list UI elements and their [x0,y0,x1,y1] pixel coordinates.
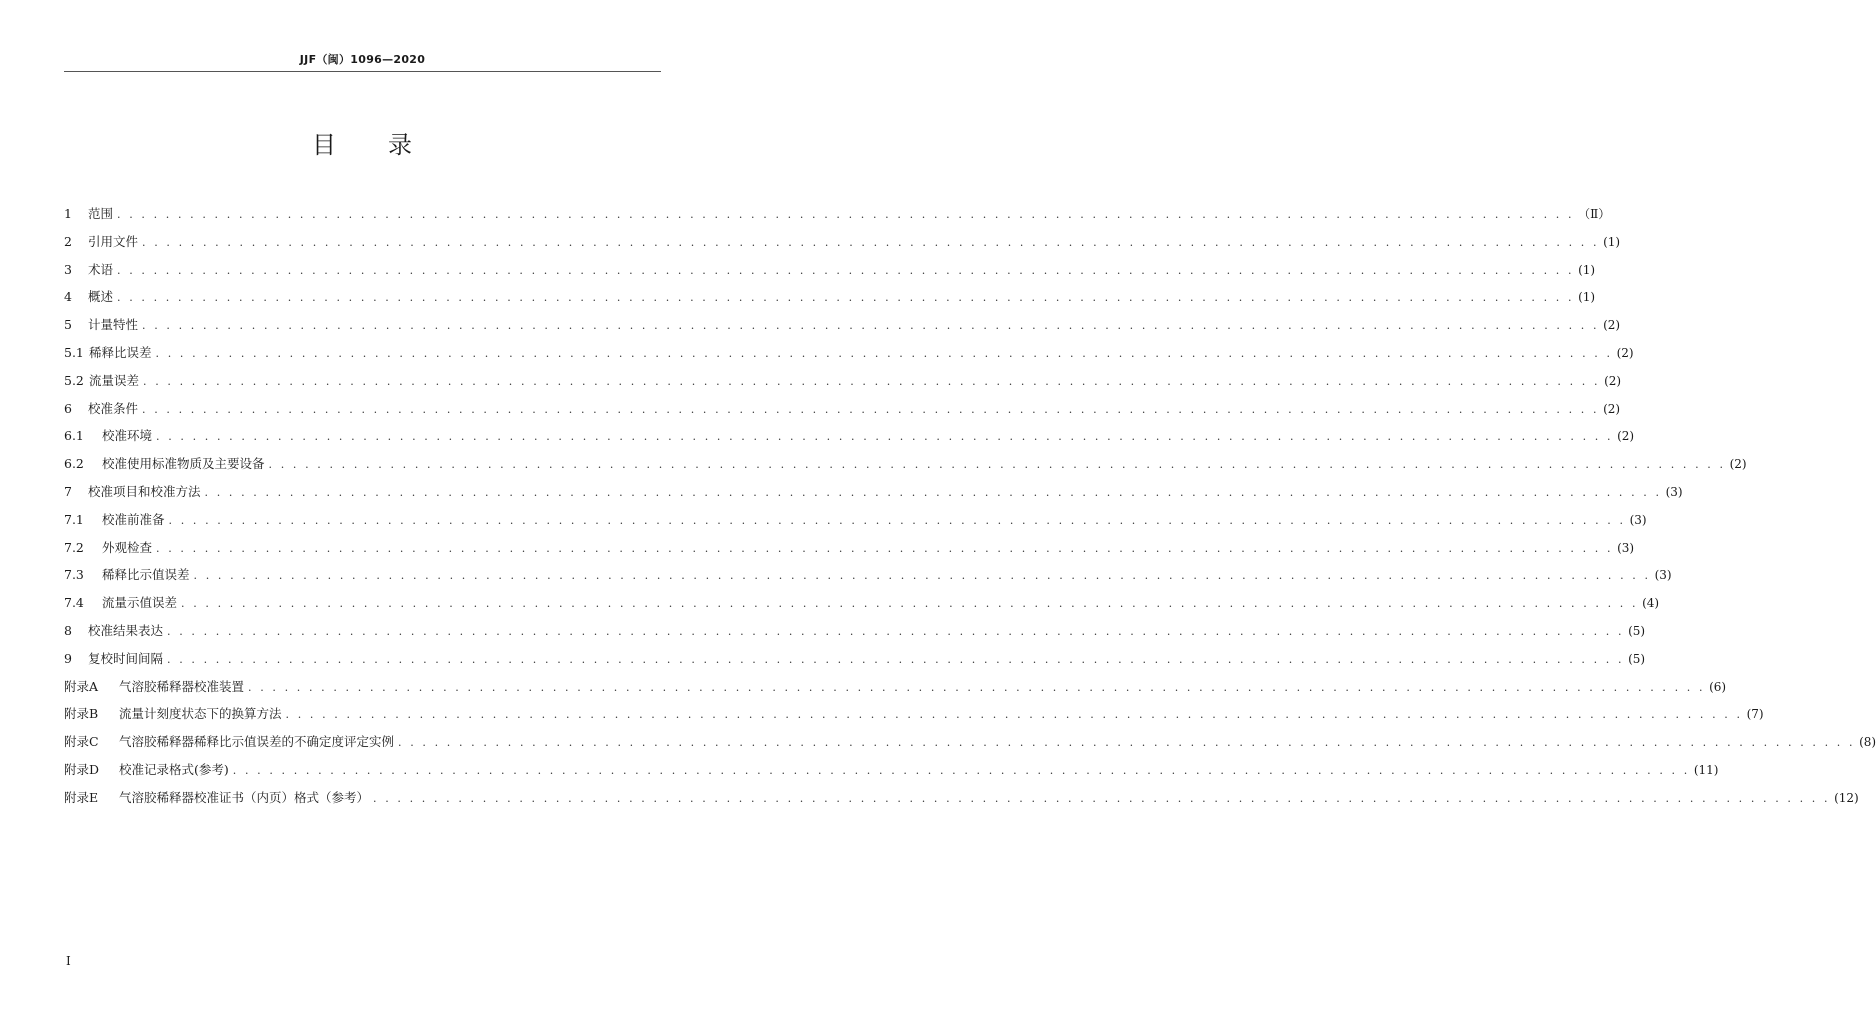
toc-dot-leader: . . . . . . . . . . . . . . . . . . . . . . . . . . . . . . . . . . . . . . . . . . . . . . . . . . . . . . . . . . . . . . . . . . . . . . . . . . . . . . . . . . . . . . . . . . . . . . . . . . . . . . . . . . . . . . . . . . . . . . . . [373,791,1831,805]
toc-entry-number: 2 [64,233,72,249]
toc-entry-page: (2) [1729,457,1747,472]
toc-entry-page: (3) [1654,568,1672,583]
toc-entry-page: (1) [1578,262,1596,277]
toc-entry[interactable] [64,645,1646,673]
toc-dot-leader: . . . . . . . . . . . . . . . . . . . . . . . . . . . . . . . . . . . . . . . . . . . . . . . . . . . . . . . . . . . . . . . . . . . . . . . . . . . . . . . . . . . . . . . . . . . . . . . . . . . . . . . . . . . . . . . . . . . . . . . . [142,235,1600,249]
toc-entry-title: 引用文件 [88,233,139,249]
toc-entry-number: 7.1 [64,511,84,527]
toc-entry-number: 6 [64,400,72,416]
toc-entry-page: (5) [1628,623,1646,638]
toc-entry[interactable] [64,395,1621,423]
toc-entry-number: 4 [64,289,72,305]
toc-dot-leader: . . . . . . . . . . . . . . . . . . . . . . . . . . . . . . . . . . . . . . . . . . . . . . . . . . . . . . . . . . . . . . . . . . . . . . . . . . . . . . . . . . . . . . . . . . . . . . . . . . . . . . . . . . . . . . . . . . . . . . . . [117,263,1575,277]
toc-entry-title: 术语 [88,261,114,277]
toc-entry-page: (2) [1603,318,1621,333]
toc-entry-number: 附录D [64,761,100,777]
toc-entry-number: 8 [64,622,72,638]
toc-dot-leader: . . . . . . . . . . . . . . . . . . . . . . . . . . . . . . . . . . . . . . . . . . . . . . . . . . . . . . . . . . . . . . . . . . . . . . . . . . . . . . . . . . . . . . . . . . . . . . . . . . . . . . . . . . . . . . . . . . . . . . . . [232,763,1690,777]
standard-code: JJF（闽）1096—2020 [299,53,426,66]
toc-entry-title: 校准结果表达 [88,622,164,638]
toc-entry-number: 5 [64,317,72,333]
toc-entry-title: 计量特性 [88,317,139,333]
toc-entry-number: 附录B [64,706,99,722]
page-header [64,50,661,72]
toc-entry-title: 校准项目和校准方法 [88,483,201,499]
toc-entry-page: (2) [1603,401,1621,416]
toc-entry-title: 气溶胶稀释器校准装置 [119,678,245,694]
toc-entry-page: (2) [1604,373,1622,388]
toc-dot-leader: . . . . . . . . . . . . . . . . . . . . . . . . . . . . . . . . . . . . . . . . . . . . . . . . . . . . . . . . . . . . . . . . . . . . . . . . . . . . . . . . . . . . . . . . . . . . . . . . . . . . . . . . . . . . . . . . . . . . . . . . [168,513,1626,527]
page-title [0,128,724,162]
toc-entry[interactable] [64,256,1596,284]
toc-dot-leader: . . . . . . . . . . . . . . . . . . . . . . . . . . . . . . . . . . . . . . . . . . . . . . . . . . . . . . . . . . . . . . . . . . . . . . . . . . . . . . . . . . . . . . . . . . . . . . . . . . . . . . . . . . . . . . . . . . . . . . . . [398,736,1856,750]
toc-entry-number: 9 [64,650,72,666]
toc-entry-title: 校准前准备 [102,511,165,527]
toc-entry[interactable] [64,228,1621,256]
toc-entry-page: (2) [1617,429,1635,444]
toc-entry-page: (5) [1628,651,1646,666]
toc-entry-title: 流量示值误差 [102,595,178,611]
toc-entry-title: 气溶胶稀释器稀释比示值误差的不确定度评定实例 [119,734,395,750]
title-char-2: 录 [388,131,412,159]
toc-entry-page: (3) [1629,512,1647,527]
toc-entry-title: 概述 [88,289,114,305]
toc-entry-title: 稀释比示值误差 [102,567,190,583]
toc-entry-number: 5.2 [64,372,84,388]
toc-dot-leader: . . . . . . . . . . . . . . . . . . . . . . . . . . . . . . . . . . . . . . . . . . . . . . . . . . . . . . . . . . . . . . . . . . . . . . . . . . . . . . . . . . . . . . . . . . . . . . . . . . . . . . . . . . . . . . . . . . . . . . . . [285,708,1743,722]
toc-dot-leader: . . . . . . . . . . . . . . . . . . . . . . . . . . . . . . . . . . . . . . . . . . . . . . . . . . . . . . . . . . . . . . . . . . . . . . . . . . . . . . . . . . . . . . . . . . . . . . . . . . . . . . . . . . . . . . . . . . . . . . . . [142,319,1600,333]
toc-entry-page: (6) [1709,679,1727,694]
toc-entry-number: 1 [64,206,72,221]
toc-entry[interactable] [64,367,1622,395]
toc-entry[interactable] [64,200,1611,228]
toc-entry-page: (8) [1859,735,1876,750]
toc-entry-number: 附录E [64,789,99,805]
toc-entry[interactable] [64,728,1876,756]
toc-entry[interactable] [64,311,1621,339]
toc-entry-number: 6.1 [64,428,84,444]
toc-entry[interactable] [64,784,1859,812]
toc-entry-number: 附录A [64,678,99,694]
toc-entry-title: 校准环境 [102,428,153,444]
toc-entry[interactable] [64,339,1634,367]
toc-dot-leader: . . . . . . . . . . . . . . . . . . . . . . . . . . . . . . . . . . . . . . . . . . . . . . . . . . . . . . . . . . . . . . . . . . . . . . . . . . . . . . . . . . . . . . . . . . . . . . . . . . . . . . . . . . . . . . . . . . . . . . . . [156,541,1614,555]
toc-dot-leader: . . . . . . . . . . . . . . . . . . . . . . . . . . . . . . . . . . . . . . . . . . . . . . . . . . . . . . . . . . . . . . . . . . . . . . . . . . . . . . . . . . . . . . . . . . . . . . . . . . . . . . . . . . . . . . . . . . . . . . . . [155,346,1613,360]
toc-entry-page: (7) [1746,707,1764,722]
toc-dot-leader: . . . . . . . . . . . . . . . . . . . . . . . . . . . . . . . . . . . . . . . . . . . . . . . . . . . . . . . . . . . . . . . . . . . . . . . . . . . . . . . . . . . . . . . . . . . . . . . . . . . . . . . . . . . . . . . . . . . . . . . . [268,458,1726,472]
toc-entry[interactable] [64,617,1646,645]
toc-entry[interactable] [64,506,1647,534]
toc-entry-title: 校准记录格式(参考) [119,761,229,777]
toc-dot-leader: . . . . . . . . . . . . . . . . . . . . . . . . . . . . . . . . . . . . . . . . . . . . . . . . . . . . . . . . . . . . . . . . . . . . . . . . . . . . . . . . . . . . . . . . . . . . . . . . . . . . . . . . . . . . . . . . . . . . . . . . [204,485,1662,499]
toc-entry-page: (12) [1834,790,1859,805]
toc-entry-title: 范围 [88,206,114,221]
toc-entry[interactable] [64,561,1672,589]
toc-dot-leader: . . . . . . . . . . . . . . . . . . . . . . . . . . . . . . . . . . . . . . . . . . . . . . . . . . . . . . . . . . . . . . . . . . . . . . . . . . . . . . . . . . . . . . . . . . . . . . . . . . . . . . . . . . . . . . . . . . . . . . . . [167,624,1625,638]
toc-entry-page: (4) [1642,596,1660,611]
title-char-1: 目 [312,131,336,159]
toc-entry-number: 7.2 [64,539,84,555]
toc-dot-leader: . . . . . . . . . . . . . . . . . . . . . . . . . . . . . . . . . . . . . . . . . . . . . . . . . . . . . . . . . . . . . . . . . . . . . . . . . . . . . . . . . . . . . . . . . . . . . . . . . . . . . . . . . . . . . . . . . . . . . . . . [167,652,1625,666]
toc-entry-page: (3) [1617,540,1635,555]
toc-entry-title: 校准条件 [88,400,139,416]
toc-entry[interactable] [64,478,1683,506]
toc-entry-number: 7.3 [64,567,84,583]
toc-entry-page: (2) [1616,345,1634,360]
toc-entry-title: 校准使用标准物质及主要设备 [102,456,265,472]
toc-entry-title: 稀释比误差 [89,344,152,360]
toc-entry-page: (3) [1665,484,1683,499]
toc-dot-leader: . . . . . . . . . . . . . . . . . . . . . . . . . . . . . . . . . . . . . . . . . . . . . . . . . . . . . . . . . . . . . . . . . . . . . . . . . . . . . . . . . . . . . . . . . . . . . . . . . . . . . . . . . . . . . . . . . . . . . . . . [117,291,1575,305]
toc-dot-leader: . . . . . . . . . . . . . . . . . . . . . . . . . . . . . . . . . . . . . . . . . . . . . . . . . . . . . . . . . . . . . . . . . . . . . . . . . . . . . . . . . . . . . . . . . . . . . . . . . . . . . . . . . . . . . . . . . . . . . . . . [142,402,1600,416]
toc-dot-leader: . . . . . . . . . . . . . . . . . . . . . . . . . . . . . . . . . . . . . . . . . . . . . . . . . . . . . . . . . . . . . . . . . . . . . . . . . . . . . . . . . . . . . . . . . . . . . . . . . . . . . . . . . . . . . . . . . . . . . . . . [193,569,1651,583]
toc-dot-leader: . . . . . . . . . . . . . . . . . . . . . . . . . . . . . . . . . . . . . . . . . . . . . . . . . . . . . . . . . . . . . . . . . . . . . . . . . . . . . . . . . . . . . . . . . . . . . . . . . . . . . . . . . . . . . . . . . . . . . . . . [156,430,1614,444]
toc-entry-page: (1) [1578,290,1596,305]
toc-entry[interactable] [64,589,1660,617]
toc-entry-number: 3 [64,261,72,277]
toc-entry[interactable] [64,450,1747,478]
toc-entry-page: (11) [1693,762,1719,777]
toc-entry-title: 流量计刻度状态下的换算方法 [119,706,282,722]
toc-entry-page: （Ⅱ） [1578,207,1611,221]
toc-entry-number: 6.2 [64,456,84,472]
table-of-contents [64,200,1876,812]
toc-entry-number: 5.1 [64,344,84,360]
toc-entry-number: 7 [64,483,72,499]
toc-entry-title: 外观检查 [102,539,153,555]
toc-entry-number: 7.4 [64,595,84,611]
toc-entry[interactable] [64,422,1635,450]
toc-entry-number: 附录C [64,734,99,750]
toc-dot-leader: . . . . . . . . . . . . . . . . . . . . . . . . . . . . . . . . . . . . . . . . . . . . . . . . . . . . . . . . . . . . . . . . . . . . . . . . . . . . . . . . . . . . . . . . . . . . . . . . . . . . . . . . . . . . . . . . . . . . . . . . [248,680,1706,694]
toc-dot-leader: . . . . . . . . . . . . . . . . . . . . . . . . . . . . . . . . . . . . . . . . . . . . . . . . . . . . . . . . . . . . . . . . . . . . . . . . . . . . . . . . . . . . . . . . . . . . . . . . . . . . . . . . . . . . . . . . . . . . . . . . [143,374,1601,388]
toc-entry-title: 流量误差 [89,372,140,388]
toc-dot-leader: . . . . . . . . . . . . . . . . . . . . . . . . . . . . . . . . . . . . . . . . . . . . . . . . . . . . . . . . . . . . . . . . . . . . . . . . . . . . . . . . . . . . . . . . . . . . . . . . . . . . . . . . . . . . . . . . . . . . . . . . [181,597,1639,611]
toc-entry[interactable] [64,283,1596,311]
toc-entry[interactable] [64,534,1635,562]
footer-page-number: Ⅰ [66,954,71,968]
toc-entry-title: 复校时间间隔 [88,650,164,666]
toc-entry[interactable] [64,700,1764,728]
toc-entry[interactable] [64,673,1727,701]
toc-entry-page: (1) [1603,234,1621,249]
toc-entry[interactable] [64,756,1719,784]
toc-dot-leader: . . . . . . . . . . . . . . . . . . . . . . . . . . . . . . . . . . . . . . . . . . . . . . . . . . . . . . . . . . . . . . . . . . . . . . . . . . . . . . . . . . . . . . . . . . . . . . . . . . . . . . . . . . . . . . . . . . . . . . . . [117,208,1575,221]
toc-entry-title: 气溶胶稀释器校准证书（内页）格式（参考） [119,789,370,805]
